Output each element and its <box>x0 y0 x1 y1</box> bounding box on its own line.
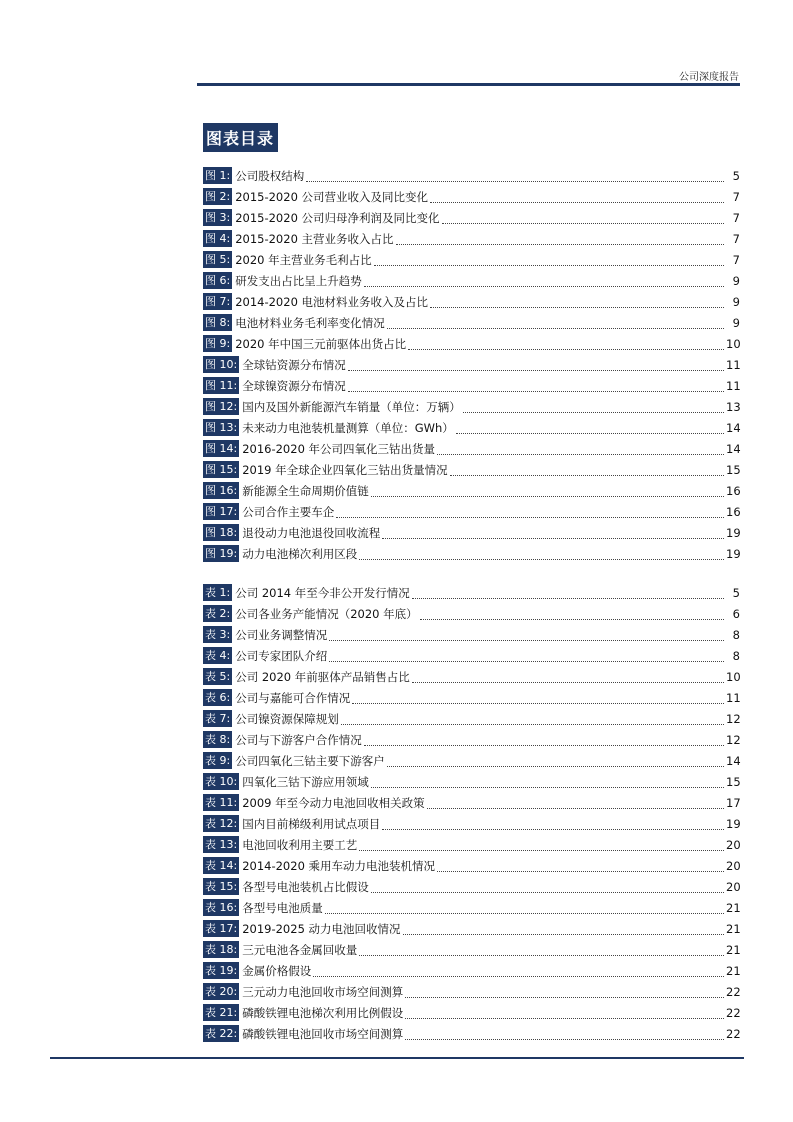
header-rule <box>197 83 740 86</box>
footer-rule <box>50 1057 744 1059</box>
toc-entry-title: 公司与下游客户合作情况 <box>235 732 362 747</box>
toc-entry-label: 表 17: <box>205 922 238 935</box>
toc-entry-page: 9 <box>732 315 740 330</box>
toc-entry-label: 表 1: <box>205 586 231 599</box>
dot-leader <box>427 796 724 809</box>
toc-entry-page: 19 <box>726 525 741 540</box>
figure-toc-entry[interactable] <box>203 333 740 354</box>
dot-leader <box>456 421 724 434</box>
toc-entry-title: 全球钴资源分布情况 <box>242 357 346 372</box>
toc-entry-title: 退役动力电池退役回收流程 <box>242 525 381 540</box>
toc-entry-label: 图 3: <box>205 211 231 224</box>
dot-leader <box>437 442 724 455</box>
toc-entry-title: 2019-2025 动力电池回收情况 <box>242 921 401 936</box>
toc-entry-title: 动力电池梯次利用区段 <box>242 546 358 561</box>
dot-leader <box>387 754 724 767</box>
toc-entry-page: 22 <box>726 984 741 999</box>
figure-toc-entry[interactable] <box>203 228 740 249</box>
table-toc-entry[interactable] <box>203 771 740 792</box>
toc-entry-label: 图 4: <box>205 232 231 245</box>
table-toc-entry[interactable] <box>203 918 740 939</box>
dot-leader <box>364 733 724 746</box>
dot-leader <box>437 859 724 872</box>
table-toc-entry[interactable] <box>203 981 740 1002</box>
toc-entry-page: 21 <box>726 921 741 936</box>
toc-entry-label: 图 9: <box>205 337 231 350</box>
toc-entry-label: 表 14: <box>205 859 238 872</box>
table-toc-entry[interactable] <box>203 624 740 645</box>
dot-leader <box>382 526 724 539</box>
toc-entry-page: 17 <box>726 795 741 810</box>
table-toc-entry[interactable] <box>203 708 740 729</box>
toc-entry-title: 国内目前梯级利用试点项目 <box>242 816 381 831</box>
toc-entry-title: 未来动力电池装机量测算（单位：GWh） <box>242 420 454 435</box>
toc-entry-page: 6 <box>732 606 740 621</box>
toc-entry-label: 表 4: <box>205 649 231 662</box>
figure-toc-entry[interactable] <box>203 480 740 501</box>
toc-entry-label: 图 2: <box>205 190 231 203</box>
toc-entry-label: 表 5: <box>205 670 231 683</box>
toc-entry-page: 8 <box>732 648 740 663</box>
toc-entry-page: 10 <box>726 336 741 351</box>
table-toc-entry[interactable] <box>203 813 740 834</box>
dot-leader <box>352 691 724 704</box>
toc-entry-label: 图 11: <box>205 379 238 392</box>
dot-leader <box>420 607 724 620</box>
dot-leader <box>405 1027 724 1040</box>
table-toc-entry[interactable] <box>203 582 740 603</box>
toc-entry-title: 2015-2020 主营业务收入占比 <box>235 231 394 246</box>
toc-entry-page: 16 <box>726 483 741 498</box>
toc-entry-page: 7 <box>732 231 740 246</box>
toc-entry-label: 表 18: <box>205 943 238 956</box>
toc-entry-label: 表 11: <box>205 796 238 809</box>
figure-toc-entry[interactable] <box>203 522 740 543</box>
toc-entry-label: 表 3: <box>205 628 231 641</box>
dot-leader <box>463 400 724 413</box>
table-toc-entry[interactable] <box>203 855 740 876</box>
toc-entry-page: 14 <box>726 753 741 768</box>
toc-entry-label: 图 13: <box>205 421 238 434</box>
figure-toc-entry[interactable] <box>203 459 740 480</box>
figure-toc-entry[interactable] <box>203 501 740 522</box>
toc-entry-title: 公司业务调整情况 <box>235 627 328 642</box>
toc-entry-title: 公司专家团队介绍 <box>235 648 328 663</box>
toc-entry-page: 19 <box>726 546 741 561</box>
toc-entry-title: 磷酸铁锂电池梯次利用比例假设 <box>242 1005 404 1020</box>
dot-leader <box>412 670 724 683</box>
dot-leader <box>306 169 724 182</box>
toc-entry-title: 公司各业务产能情况（2020 年底） <box>235 606 418 621</box>
toc-entry-title: 金属价格假设 <box>242 963 312 978</box>
figure-toc-entry[interactable] <box>203 375 740 396</box>
toc-entry-page: 22 <box>726 1026 741 1041</box>
toc-entry-label: 图 10: <box>205 358 238 371</box>
toc-entry-title: 公司 2014 年至今非公开发行情况 <box>235 585 410 600</box>
dot-leader <box>442 211 724 224</box>
toc-entry-page: 11 <box>726 378 741 393</box>
toc-entry-page: 11 <box>726 690 741 705</box>
toc-entry-page: 13 <box>726 399 741 414</box>
toc-entry-page: 5 <box>732 585 740 600</box>
toc-entry-page: 20 <box>726 837 741 852</box>
toc-entry-title: 四氧化三钴下游应用领域 <box>242 774 369 789</box>
toc-entry-label: 表 15: <box>205 880 238 893</box>
toc-entry-title: 公司 2020 年前驱体产品销售占比 <box>235 669 410 684</box>
figure-toc-entry[interactable] <box>203 291 740 312</box>
table-toc-entry[interactable] <box>203 1023 740 1044</box>
toc-entry-page: 15 <box>726 462 741 477</box>
toc-entry-title: 新能源全生命周期价值链 <box>242 483 369 498</box>
toc-entry-title: 三元动力电池回收市场空间测算 <box>242 984 404 999</box>
dot-leader <box>371 880 724 893</box>
toc-entry-page: 7 <box>732 210 740 225</box>
dot-leader <box>371 775 724 788</box>
toc-entry-label: 表 10: <box>205 775 238 788</box>
toc-entry-label: 图 7: <box>205 295 231 308</box>
toc-entry-page: 11 <box>726 357 741 372</box>
dot-leader <box>348 358 724 371</box>
figure-toc-entry[interactable] <box>203 186 740 207</box>
table-toc-entry[interactable] <box>203 603 740 624</box>
table-toc-entry[interactable] <box>203 687 740 708</box>
dot-leader <box>329 628 724 641</box>
dot-leader <box>412 586 724 599</box>
figure-toc-entry[interactable] <box>203 543 740 564</box>
toc-entry-title: 公司镍资源保障规划 <box>235 711 339 726</box>
dot-leader <box>382 817 724 830</box>
toc-entry-label: 表 6: <box>205 691 231 704</box>
toc-entry-title: 公司合作主要车企 <box>242 504 335 519</box>
dot-leader <box>329 649 724 662</box>
toc-entry-page: 12 <box>726 732 741 747</box>
table-toc-entry[interactable] <box>203 897 740 918</box>
dot-leader <box>371 484 724 497</box>
table-toc-entry[interactable] <box>203 792 740 813</box>
table-toc-entry[interactable] <box>203 645 740 666</box>
toc-entry-title: 2014-2020 乘用车动力电池装机情况 <box>242 858 436 873</box>
table-toc-entry[interactable] <box>203 834 740 855</box>
dot-leader <box>364 274 724 287</box>
tables-list <box>203 582 740 1044</box>
toc-entry-page: 7 <box>732 252 740 267</box>
figure-toc-entry[interactable] <box>203 396 740 417</box>
toc-entry-title: 2015-2020 公司营业收入及同比变化 <box>235 189 429 204</box>
toc-entry-title: 三元电池各金属回收量 <box>242 942 358 957</box>
toc-entry-title: 各型号电池装机占比假设 <box>242 879 369 894</box>
toc-entry-page: 15 <box>726 774 741 789</box>
table-toc-entry[interactable] <box>203 729 740 750</box>
toc-entry-label: 表 8: <box>205 733 231 746</box>
toc-entry-label: 表 21: <box>205 1006 238 1019</box>
toc-entry-title: 2016-2020 年公司四氧化三钴出货量 <box>242 441 436 456</box>
toc-entry-title: 2009 年至今动力电池回收相关政策 <box>242 795 425 810</box>
toc-entry-label: 表 16: <box>205 901 238 914</box>
toc-entry-label: 图 1: <box>205 169 231 182</box>
dot-leader <box>325 901 724 914</box>
table-toc-entry[interactable] <box>203 939 740 960</box>
figure-toc-entry[interactable] <box>203 207 740 228</box>
toc-title: 图表目录 <box>203 123 278 152</box>
toc-entry-page: 21 <box>726 942 741 957</box>
toc-entry-label: 图 8: <box>205 316 231 329</box>
toc-entry-label: 图 18: <box>205 526 238 539</box>
toc-entry-page: 5 <box>732 168 740 183</box>
toc-entry-title: 电池材料业务毛利率变化情况 <box>235 315 385 330</box>
toc-entry-label: 图 6: <box>205 274 231 287</box>
table-toc-entry[interactable] <box>203 960 740 981</box>
report-type-label: 公司深度报告 <box>679 72 739 83</box>
dot-leader <box>341 712 724 725</box>
toc-entry-label: 图 16: <box>205 484 238 497</box>
toc-entry-page: 16 <box>726 504 741 519</box>
toc-entry-page: 20 <box>726 858 741 873</box>
toc-entry-page: 21 <box>726 963 741 978</box>
table-toc-entry[interactable] <box>203 1002 740 1023</box>
toc-entry-label: 表 20: <box>205 985 238 998</box>
toc-entry-page: 9 <box>732 294 740 309</box>
dot-leader <box>450 463 724 476</box>
toc-entry-label: 图 19: <box>205 547 238 560</box>
figure-toc-entry[interactable] <box>203 165 740 186</box>
toc-entry-label: 表 13: <box>205 838 238 851</box>
toc-entry-page: 21 <box>726 900 741 915</box>
figure-toc-entry[interactable] <box>203 417 740 438</box>
toc-entry-page: 9 <box>732 273 740 288</box>
dot-leader <box>336 505 724 518</box>
toc-entry-title: 研发支出占比呈上升趋势 <box>235 273 362 288</box>
dot-leader <box>405 985 724 998</box>
dot-leader <box>387 316 724 329</box>
dot-leader <box>348 379 724 392</box>
table-toc-entry[interactable] <box>203 876 740 897</box>
table-toc-entry[interactable] <box>203 750 740 771</box>
toc-entry-page: 19 <box>726 816 741 831</box>
toc-entry-label: 图 14: <box>205 442 238 455</box>
figures-list <box>203 165 740 564</box>
toc-entry-label: 表 19: <box>205 964 238 977</box>
toc-entry-title: 电池回收利用主要工艺 <box>242 837 358 852</box>
figure-toc-entry[interactable] <box>203 438 740 459</box>
toc-entry-label: 表 9: <box>205 754 231 767</box>
toc-entry-title: 2020 年中国三元前驱体出货占比 <box>235 336 407 351</box>
figure-toc-entry[interactable] <box>203 354 740 375</box>
table-toc-entry[interactable] <box>203 666 740 687</box>
toc-entry-label: 表 22: <box>205 1027 238 1040</box>
toc-entry-title: 公司四氧化三钴主要下游客户 <box>235 753 385 768</box>
toc-entry-label: 图 17: <box>205 505 238 518</box>
dot-leader <box>313 964 724 977</box>
toc-entry-page: 14 <box>726 441 741 456</box>
toc-entry-label: 表 7: <box>205 712 231 725</box>
toc-entry-page: 12 <box>726 711 741 726</box>
dot-leader <box>359 943 724 956</box>
toc-entry-page: 8 <box>732 627 740 642</box>
toc-entry-title: 2020 年主营业务毛利占比 <box>235 252 372 267</box>
toc-entry-title: 2019 年全球企业四氧化三钴出货量情况 <box>242 462 448 477</box>
dot-leader <box>403 922 724 935</box>
dot-leader <box>374 253 724 266</box>
toc-entry-label: 表 2: <box>205 607 231 620</box>
toc-entry-title: 公司股权结构 <box>235 168 305 183</box>
toc-entry-page: 14 <box>726 420 741 435</box>
toc-entry-title: 2014-2020 电池材料业务收入及占比 <box>235 294 429 309</box>
toc-entry-page: 10 <box>726 669 741 684</box>
toc-entry-label: 图 15: <box>205 463 238 476</box>
toc-entry-title: 各型号电池质量 <box>242 900 323 915</box>
figure-toc-entry[interactable] <box>203 249 740 270</box>
toc-entry-title: 磷酸铁锂电池回收市场空间测算 <box>242 1026 404 1041</box>
dot-leader <box>408 337 724 350</box>
toc-entry-label: 图 12: <box>205 400 238 413</box>
toc-entry-page: 20 <box>726 879 741 894</box>
dot-leader <box>405 1006 724 1019</box>
dot-leader <box>359 547 724 560</box>
toc-entry-title: 国内及国外新能源汽车销量（单位：万辆） <box>242 399 461 414</box>
dot-leader <box>430 190 724 203</box>
toc-entry-title: 2015-2020 公司归母净利润及同比变化 <box>235 210 440 225</box>
dot-leader <box>430 295 724 308</box>
toc-entry-title: 全球镍资源分布情况 <box>242 378 346 393</box>
toc-entry-label: 图 5: <box>205 253 231 266</box>
toc-entry-page: 22 <box>726 1005 741 1020</box>
dot-leader <box>396 232 724 245</box>
toc-entry-title: 公司与嘉能可合作情况 <box>235 690 351 705</box>
dot-leader <box>359 838 724 851</box>
figure-toc-entry[interactable] <box>203 270 740 291</box>
toc-entry-label: 表 12: <box>205 817 238 830</box>
figure-toc-entry[interactable] <box>203 312 740 333</box>
toc-entry-page: 7 <box>732 189 740 204</box>
